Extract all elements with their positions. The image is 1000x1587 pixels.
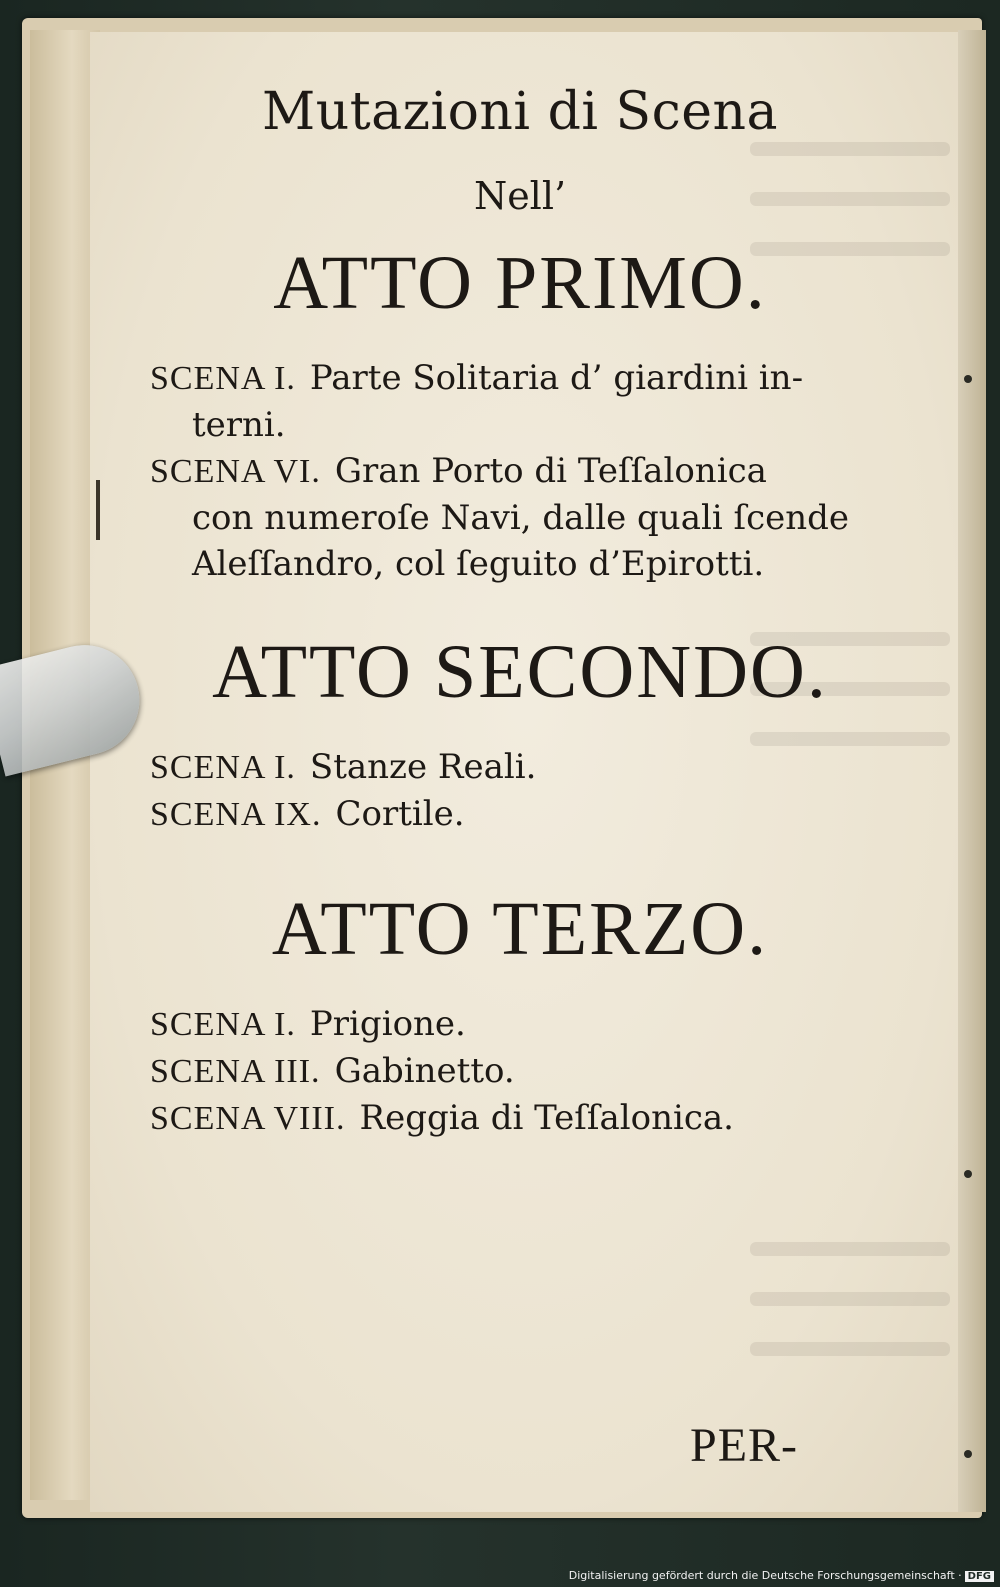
- page-text: [150, 60, 890, 1142]
- catchword: PER-: [690, 1419, 799, 1472]
- scene-description: Gabinetto.: [334, 1051, 515, 1091]
- act-heading-1: ATTO PRIMO.: [273, 241, 767, 325]
- scene-description: Stanze Reali.: [309, 747, 537, 787]
- binding-hole: [964, 1450, 972, 1458]
- scene-entry: [150, 448, 890, 587]
- page-subtitle: Nell’: [473, 174, 567, 218]
- scene-number: SCENA VI.: [150, 453, 321, 490]
- scene-number: SCENA IX.: [150, 796, 322, 833]
- scene-description: Cortile.: [335, 794, 465, 834]
- scene-entry: [150, 791, 890, 838]
- scene-entry: [150, 1095, 890, 1142]
- scene-description-continued: con numeroſe Navi, dalle quali ſcende: [192, 498, 850, 538]
- scene-description-continued: Aleſſandro, col ſeguito d’Epirotti.: [192, 544, 765, 584]
- scene-number: SCENA VIII.: [150, 1100, 346, 1137]
- scene-description: Gran Porto di Teſſalonica: [334, 451, 767, 491]
- page-title: Mutazioni di Scena: [261, 82, 779, 142]
- act-3-scenes: [150, 1001, 890, 1142]
- digitization-credit[interactable]: Digitalisierung gefördert durch die Deutsche Forschungsgemeinschaft · DFG: [569, 1569, 994, 1582]
- act-heading-2: ATTO SECONDO.: [212, 630, 828, 714]
- scene-number: SCENA I.: [150, 360, 296, 397]
- binding-hole: [964, 375, 972, 383]
- scene-description-continued: terni.: [192, 405, 286, 445]
- scene-entry: [150, 1001, 890, 1048]
- scene-number: SCENA III.: [150, 1053, 321, 1090]
- scene-description: Reggia di Teſſalonica.: [359, 1098, 734, 1138]
- gutter-mark: [96, 480, 100, 540]
- scene-entry: [150, 1048, 890, 1095]
- scene-entry: [150, 355, 890, 448]
- act-heading-3: ATTO TERZO.: [271, 887, 769, 971]
- act-2-scenes: [150, 744, 890, 838]
- right-page-edge: [958, 30, 986, 1512]
- dfg-logo-icon: DFG: [965, 1571, 994, 1582]
- act-1-scenes: [150, 355, 890, 587]
- scene-number: SCENA I.: [150, 749, 296, 786]
- scene-entry: [150, 744, 890, 791]
- scene-description: Prigione.: [309, 1004, 466, 1044]
- binding-hole: [964, 1170, 972, 1178]
- credit-text: Digitalisierung gefördert durch die Deutsche Forschungsgemeinschaft: [568, 1569, 955, 1582]
- scene-number: SCENA I.: [150, 1006, 296, 1043]
- scene-description: Parte Solitaria d’ giardini in-: [309, 358, 804, 398]
